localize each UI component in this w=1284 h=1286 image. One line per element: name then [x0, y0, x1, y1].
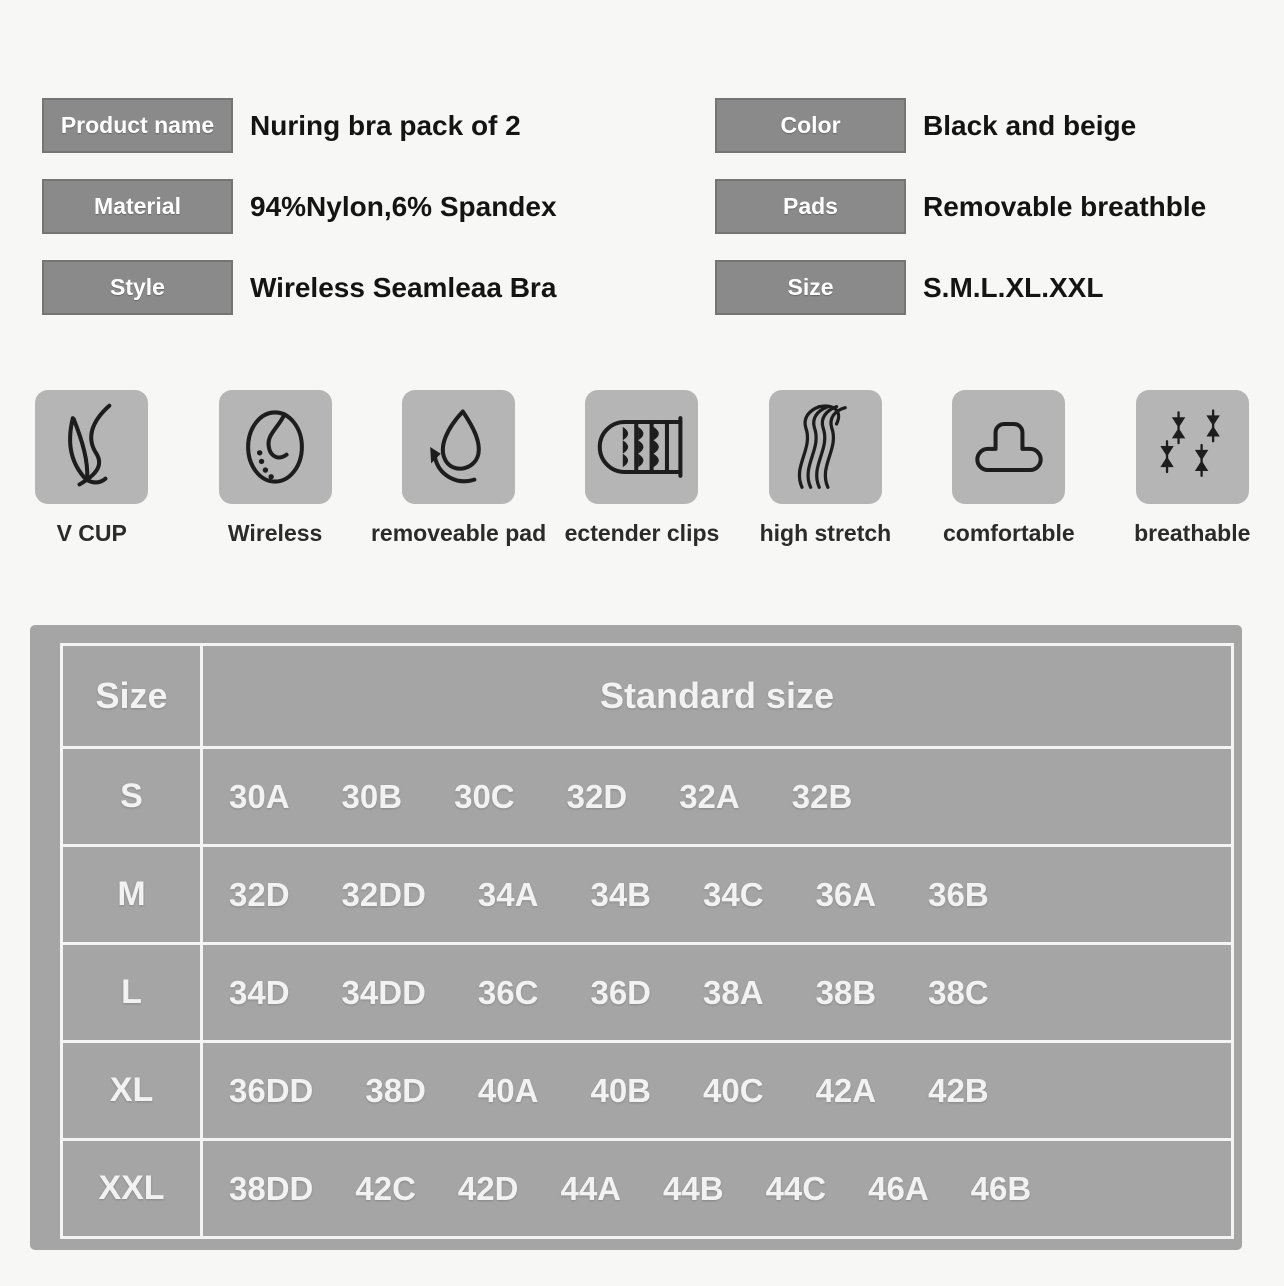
table-row-xxl [63, 1138, 1231, 1236]
comfortable-icon [952, 390, 1065, 504]
size-value: 38D [365, 1071, 426, 1109]
high-stretch-icon [769, 390, 882, 504]
breathable-icon [1136, 390, 1249, 504]
row-values [203, 876, 989, 914]
feature-label: removeable pad [370, 520, 547, 546]
row-size-label: S [63, 749, 203, 844]
spec-row-color [715, 98, 1206, 153]
style-label: Style [42, 260, 233, 315]
standard-size-header: Standard size [599, 675, 835, 716]
size-value: 42D [457, 1169, 519, 1207]
feature-label: ectender clips [564, 520, 720, 546]
size-value: 30A [229, 777, 290, 815]
feature-comfortable [917, 390, 1100, 547]
table-row-s [63, 746, 1231, 844]
removable-pad-icon [402, 390, 515, 504]
size-value: 42C [355, 1169, 416, 1207]
feature-label: breathable [1134, 520, 1251, 546]
size-value: 36C [477, 973, 539, 1011]
feature-label: high stretch [759, 520, 892, 546]
size-value: 34D [229, 973, 290, 1011]
size-table-panel [30, 625, 1242, 1250]
wireless-icon [219, 390, 332, 504]
v-cup-icon [35, 390, 148, 504]
feature-high-stretch [734, 390, 917, 547]
pads-label: Pads [715, 179, 906, 234]
size-value: 30B [341, 777, 403, 815]
color-label: Color [715, 98, 906, 153]
size-value: 40B [590, 1071, 652, 1109]
spec-column-left [42, 98, 557, 315]
size-value: 34A [477, 875, 539, 913]
size-value: 34B [590, 875, 652, 913]
row-values [203, 1072, 989, 1110]
spec-column-right [715, 98, 1206, 315]
size-value: 36A [815, 875, 877, 913]
extender-clips-icon [585, 390, 698, 504]
size-value: 46B [970, 1169, 1032, 1207]
style-value: Wireless Seamleaa Bra [250, 271, 557, 303]
feature-icons-row [0, 390, 1284, 547]
product-name-label: Product name [42, 98, 233, 153]
size-value: 34C [703, 875, 764, 913]
color-value: Black and beige [923, 109, 1137, 141]
size-value: 38B [815, 973, 877, 1011]
feature-removable-pad [367, 390, 550, 547]
size-value: S.M.L.XL.XXL [923, 271, 1104, 303]
feature-label: V CUP [56, 520, 127, 546]
size-value: 44C [765, 1169, 827, 1207]
size-value: 42B [928, 1071, 989, 1109]
feature-breathable [1101, 390, 1284, 547]
table-header-row [63, 646, 1231, 746]
feature-wireless [183, 390, 366, 547]
row-size-label: XXL [63, 1141, 203, 1236]
size-value: 44A [560, 1169, 622, 1207]
size-value: 36DD [229, 1071, 314, 1109]
size-value: 32A [679, 777, 740, 815]
size-value: 38DD [229, 1169, 314, 1207]
row-size-label: XL [63, 1043, 203, 1138]
table-row-m [63, 844, 1231, 942]
feature-v-cup [0, 390, 183, 547]
size-value: 32DD [341, 875, 426, 913]
row-size-label: L [63, 945, 203, 1040]
size-value: 44B [663, 1169, 724, 1207]
size-value: 32D [229, 875, 290, 913]
size-value: 34DD [341, 973, 426, 1011]
size-column-header: Size [63, 646, 203, 746]
spec-row-material [42, 179, 557, 234]
size-value: 32B [791, 777, 853, 815]
size-value: 46A [868, 1169, 929, 1207]
spec-row-size [715, 260, 1206, 315]
size-value: 38C [928, 973, 989, 1011]
spec-row-pads [715, 179, 1206, 234]
spec-row-style [42, 260, 557, 315]
pads-value: Removable breathble [923, 190, 1207, 222]
size-label: Size [715, 260, 906, 315]
size-value: 40A [477, 1071, 539, 1109]
size-value: 36D [590, 973, 652, 1011]
material-value: 94%Nylon,6% Spandex [250, 190, 557, 222]
material-label: Material [42, 179, 233, 234]
spec-row-product-name [42, 98, 557, 153]
row-values [203, 974, 989, 1012]
feature-extender-clips [550, 390, 733, 547]
size-value: 38A [703, 973, 764, 1011]
size-table [60, 643, 1234, 1239]
feature-label: Wireless [227, 520, 323, 546]
row-values [203, 778, 852, 816]
size-value: 42A [815, 1071, 877, 1109]
feature-label: comfortable [943, 520, 1075, 546]
size-value: 36B [928, 875, 989, 913]
row-size-label: M [63, 847, 203, 942]
size-value: 32D [566, 777, 628, 815]
size-value: 30C [454, 777, 515, 815]
size-value: 40C [703, 1071, 764, 1109]
table-row-l [63, 942, 1231, 1040]
table-row-xl [63, 1040, 1231, 1138]
product-name-value: Nuring bra pack of 2 [250, 109, 521, 141]
row-values [203, 1170, 1031, 1208]
